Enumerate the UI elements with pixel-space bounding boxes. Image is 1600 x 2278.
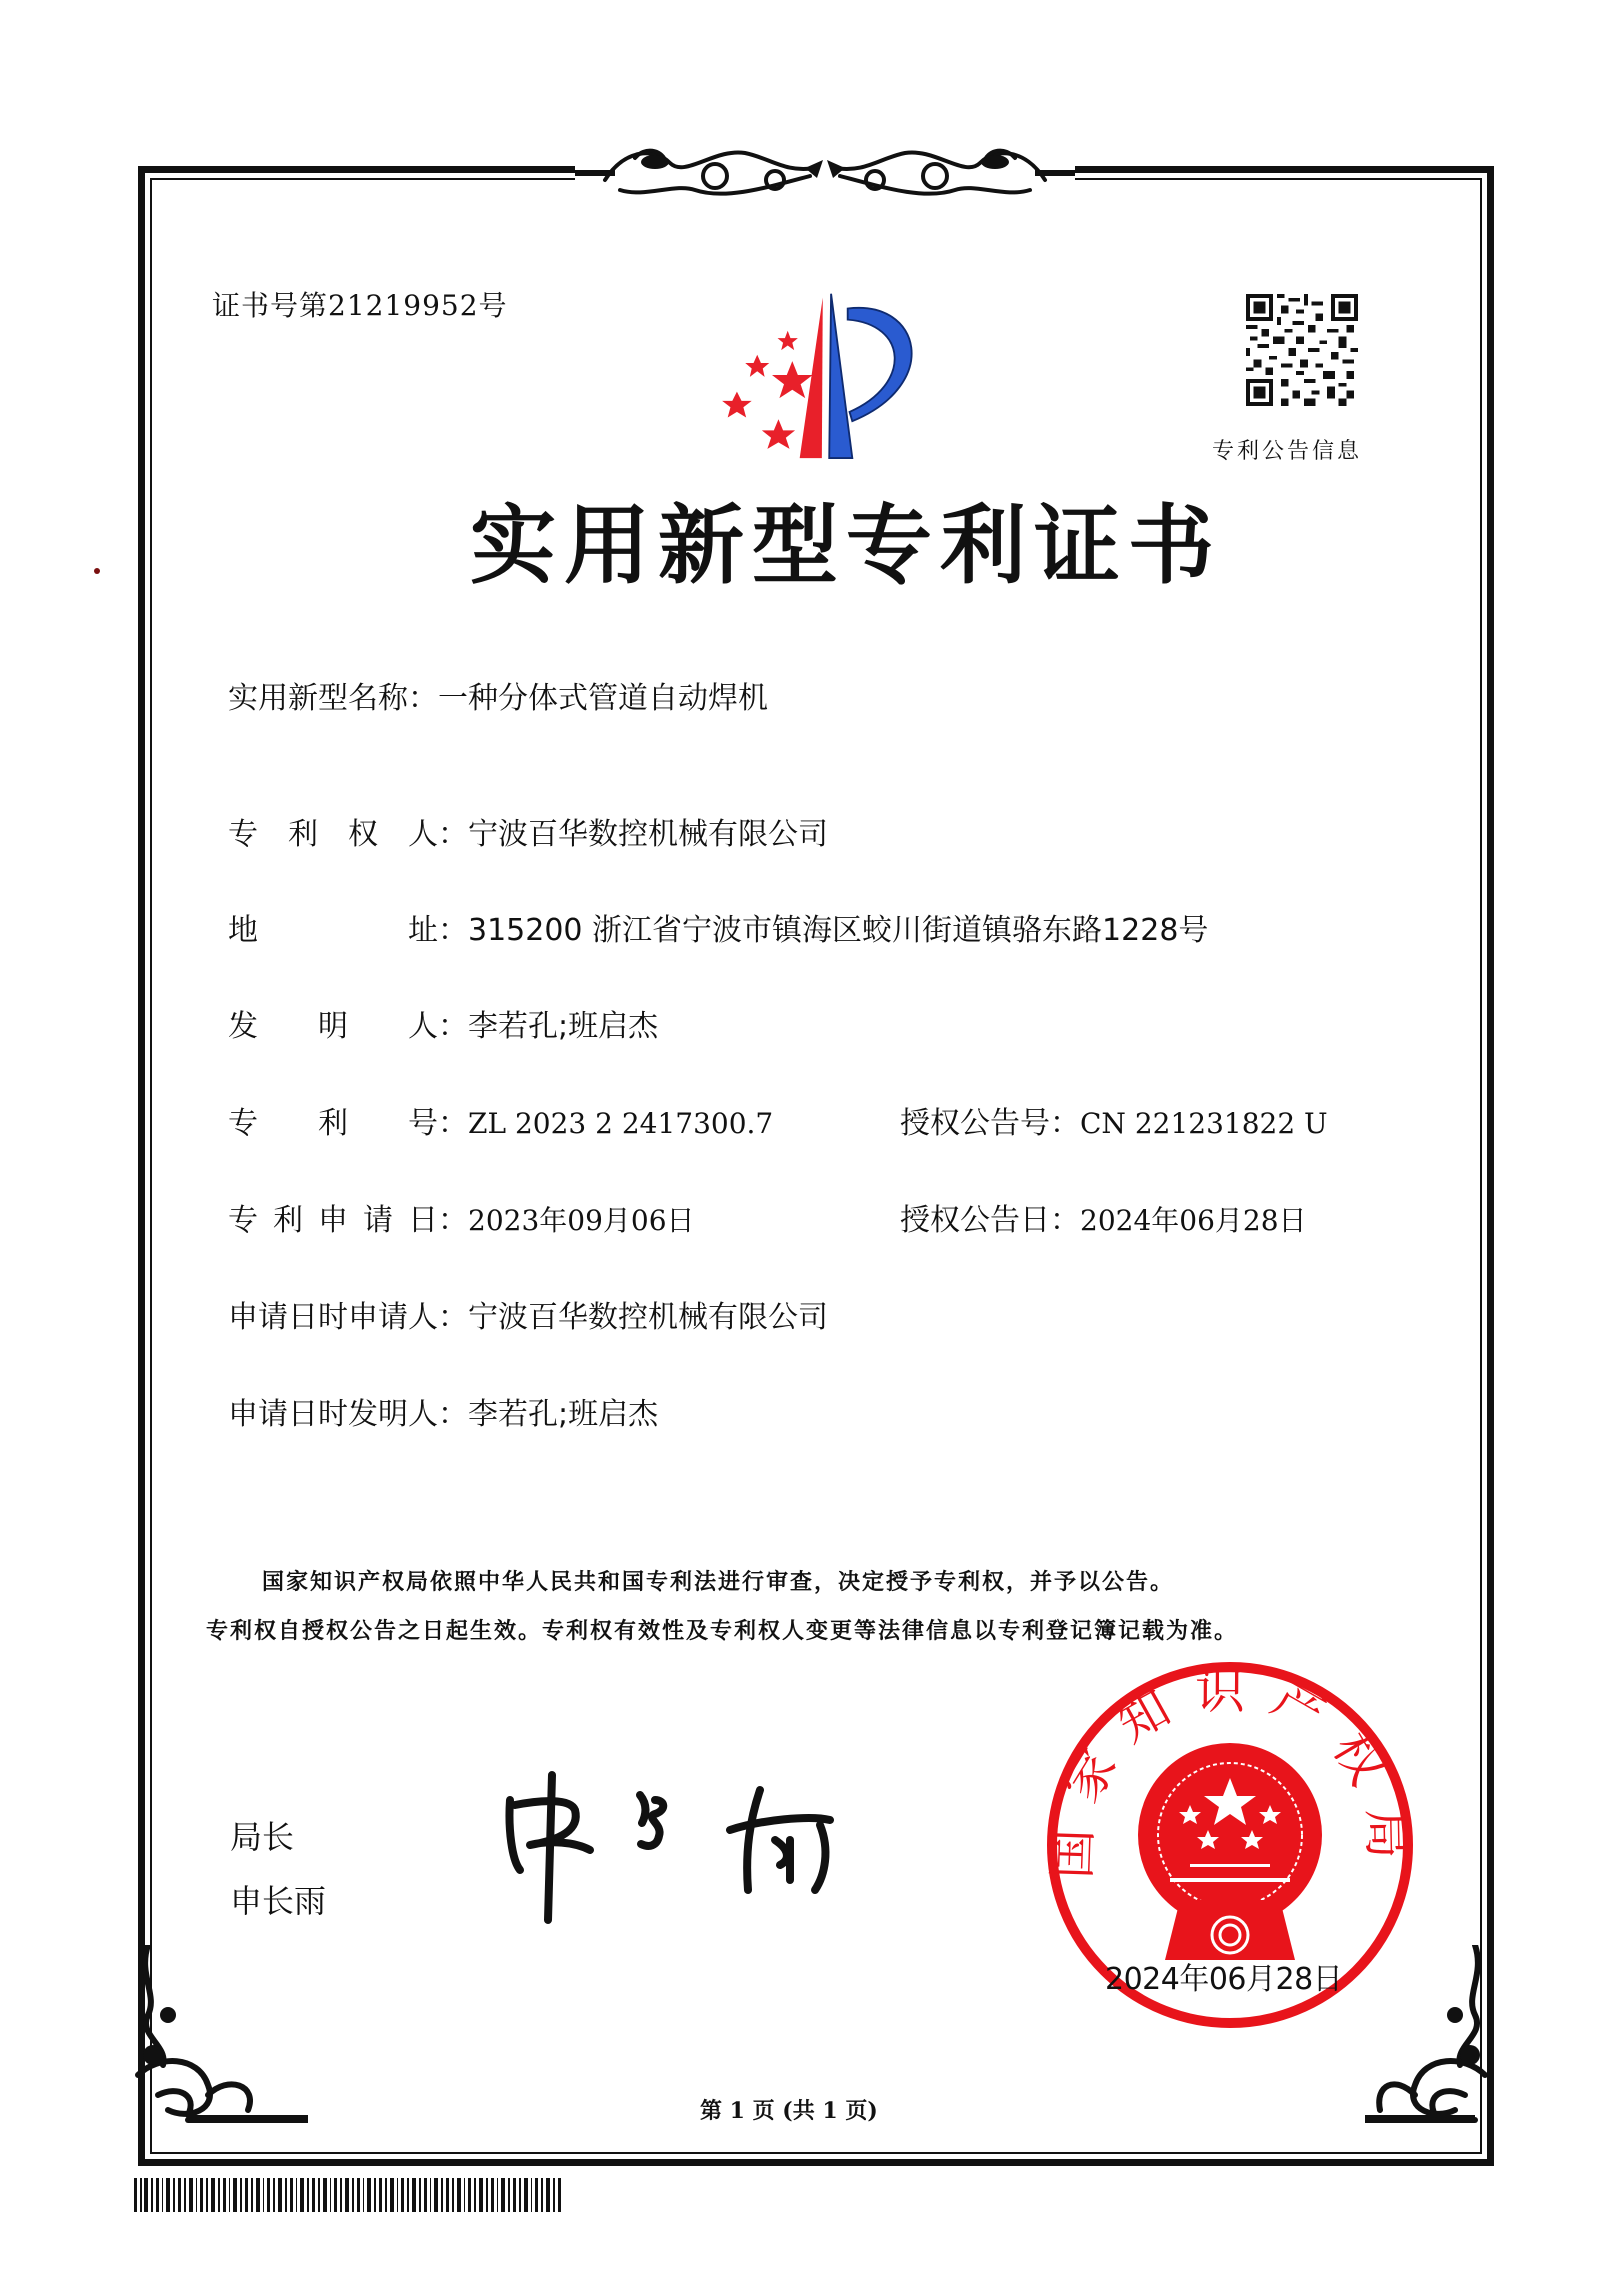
page-indicator: 第 1 页 (共 1 页) — [700, 2098, 878, 2124]
field-value: 一种分体式管道自动焊机 — [438, 681, 768, 716]
seal-arc-text: 国家知识产权局 — [1042, 1661, 1417, 1882]
patentee-field: 专 利 权 人 ：宁波百华数控机械有限公司 — [228, 809, 828, 853]
field-value: 2023年09月06日 — [468, 1204, 695, 1237]
field-value: 2024年06月28日 — [1080, 1204, 1307, 1237]
field-label: 专 利 申 请 日 — [228, 1203, 438, 1238]
inventor-field: 发 明 人 ：李若孔;班启杰 — [228, 1001, 658, 1045]
field-value: 宁波百华数控机械有限公司 — [468, 817, 828, 852]
certificate-number: 证书号第21219952号 — [212, 289, 508, 322]
field-value: 315200 浙江省宁波市镇海区蛟川街道镇骆东路1228号 — [468, 913, 1209, 948]
qr-code-icon[interactable] — [1246, 294, 1358, 406]
field-value: CN 221231822 U — [1080, 1107, 1328, 1140]
director-title: 局长 — [230, 1818, 295, 1856]
applicant-at-filing-field — [228, 1292, 828, 1336]
signature-icon — [490, 1770, 850, 1930]
field-label: 地 址 — [228, 913, 438, 948]
certificate-title: 实用新型专利证书 — [470, 496, 1222, 596]
field-value: 宁波百华数控机械有限公司 — [468, 1300, 828, 1335]
notice-line-1: 国家知识产权局依照中华人民共和国专利法进行审查，决定授予专利权，并予以公告。 — [262, 1569, 1175, 1595]
field-label: 实用新型名称： — [228, 681, 438, 716]
field-label: 发 明 人 — [228, 1009, 438, 1044]
field-label: 授权公告号： — [900, 1106, 1080, 1141]
field-value: ZL 2023 2 2417300.7 — [468, 1107, 774, 1140]
field-label: 授权公告日： — [900, 1203, 1080, 1238]
field-value: 李若孔;班启杰 — [468, 1009, 659, 1044]
field-value: 李若孔;班启杰 — [468, 1397, 659, 1432]
director-name: 申长雨 — [230, 1882, 327, 1920]
seal-date: 2024年06月28日 — [1105, 1962, 1343, 1997]
field-label: 申请日时申请人： — [228, 1300, 468, 1335]
field-label: 专 利 号 — [228, 1106, 438, 1141]
field-label: 专 利 权 人 — [228, 817, 438, 852]
notice-line-2: 专利权自授权公告之日起生效。专利权有效性及专利权人变更等法律信息以专利登记簿记载为准。 — [206, 1618, 1239, 1644]
cnipa-logo-icon — [700, 280, 940, 470]
address-field: 地 址 ：315200 浙江省宁波市镇海区蛟川街道镇骆东路1228号 — [228, 905, 1208, 949]
grant-publication-date-field — [900, 1195, 1307, 1239]
utility-model-name-field — [228, 673, 768, 717]
barcode-icon — [134, 2178, 564, 2212]
application-date-field: 专 利 申 请 日 ：2023年09月06日 — [228, 1195, 695, 1239]
field-label: 申请日时发明人： — [228, 1397, 468, 1432]
grant-publication-number-field — [900, 1098, 1328, 1142]
scan-artifact-dot — [94, 568, 100, 574]
corner-ornament-icon — [1365, 1945, 1495, 2135]
corner-ornament-icon — [128, 1945, 308, 2135]
qr-caption: 专利公告信息 — [1212, 439, 1363, 464]
patent-number-field: 专 利 号 ：ZL 2023 2 2417300.7 — [228, 1098, 773, 1142]
dragon-ornament-icon — [575, 128, 1075, 210]
inventor-at-filing-field — [228, 1389, 658, 1433]
